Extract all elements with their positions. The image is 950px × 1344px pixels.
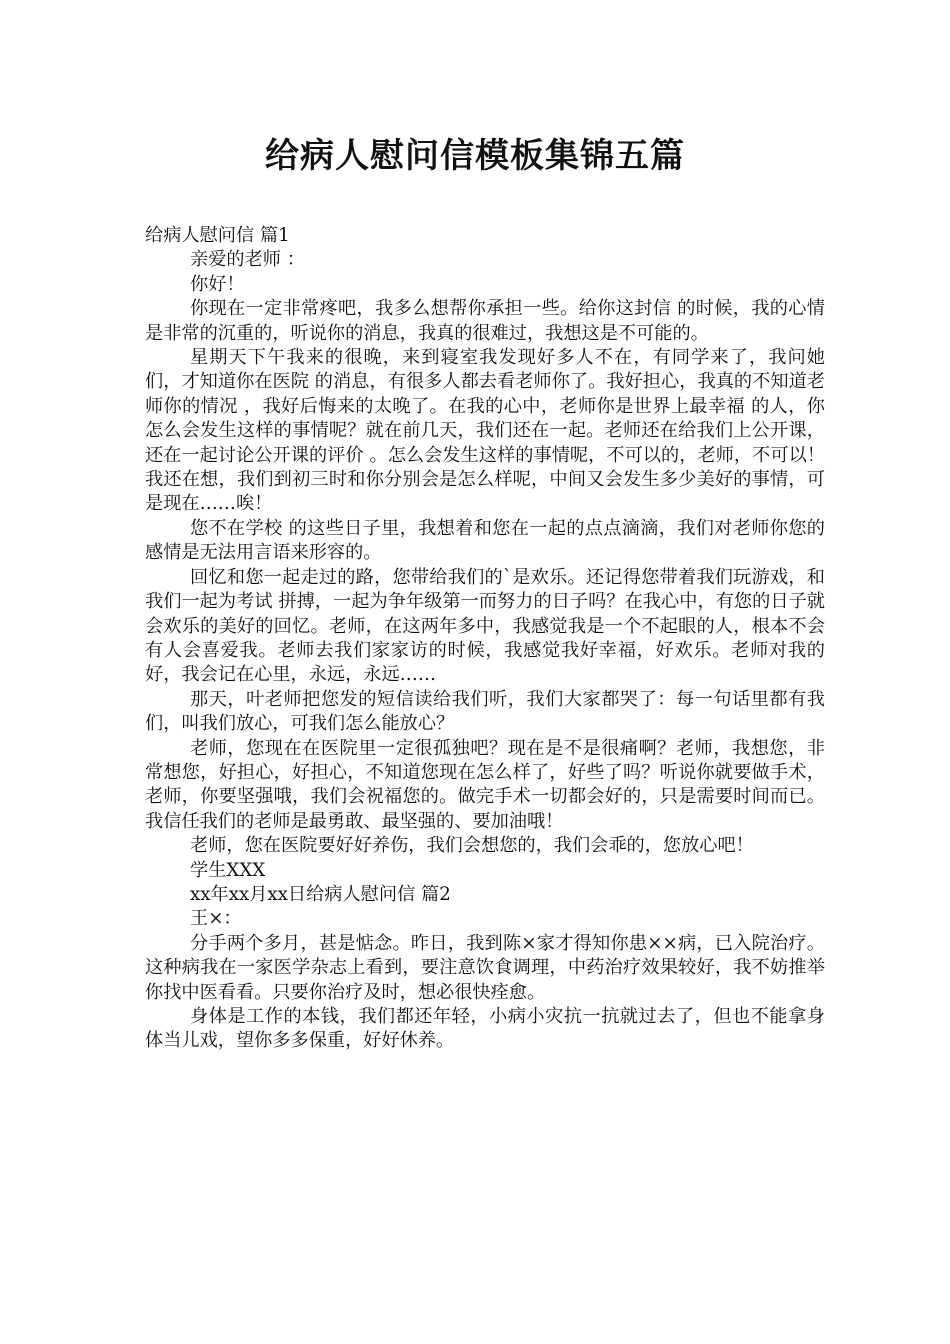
section1-heading: 给病人慰问信 篇1 (145, 225, 290, 246)
document-body (145, 224, 825, 1054)
date-and-section2-heading: xx年xx月xx日给病人慰问信 篇2 (190, 883, 451, 905)
paragraph: 身体是工作的本钱，我们都还年轻，小病小灾抗一抗就过去了，但也不能拿身体当儿戏，望你多多保重，好好休养。 (145, 1006, 825, 1052)
paragraph: 回忆和您一起走过的路，您带给我们的`是欢乐。还记得您带着我们玩游戏，和我们一起为考试 拼搏，一起为争年级第一而努力的日子吗？在我心中，有您的日子就会欢乐的美好的回忆。老师，在这两年多中，我感觉我是一个不起眼的人，根本不会有人会喜爱我。老师去我们家家访的时候，我感觉我好幸福，好欢乐。老师对我的好，我会记在心里，永远，永远…… (145, 566, 825, 686)
paragraph: 那天，叶老师把您发的短信读给我们听，我们大家都哭了：每一句话里都有我们，叫我们放心，可我们怎么能放心？ (145, 688, 825, 735)
greeting: 你好！ (190, 273, 245, 295)
signature: 学生XXX (190, 859, 266, 881)
salutation-2: 王×： (190, 908, 242, 930)
paragraph: 星期天下午我来的很晚，来到寝室我发现好多人不在，有同学来了，我问她们，才知道你在医院 的消息，有很多人都去看老师你了。我好担心，我真的不知道老师你的情况 ，我好后悔来的太晚了。在我的心中，老师你是世界上最幸福 的人，你怎么会发生这样的事情呢？就在前几天，我们还在一起。老师还在给我们上公开课，还在一起讨论公开课的评价 。怎么会发生这样的事情呢，不可以的，老师，不可以！我还在想，我们到初三时和你分别会是怎么样呢，中间又会发生多少美好的事情，可是现在……唉！ (145, 347, 825, 515)
salutation: 亲爱的老师 ： (190, 249, 305, 271)
paragraph: 您不在学校 的这些日子里，我想着和您在一起的点点滴滴，我们对老师你您的感情是无法用言语来形容的。 (145, 517, 825, 564)
document-title: 给病人慰问信模板集锦五篇 (265, 136, 685, 176)
paragraph: 分手两个多月，甚是惦念。昨日，我到陈×家才得知你患××病，已入院治疗。这种病我在一家医学杂志上看到，要注意饮食调理，中药治疗效果较好，我不妨推举你找中医看看。只要你治疗及时，想必很快痊愈。 (145, 932, 825, 1003)
paragraph: 老师，您现在在医院里一定很孤独吧？现在是不是很痛啊？老师，我想您，非常想您，好担心，好担心，不知道您现在怎么样了，好些了吗？听说你就要做手术，老师，你要坚强哦，我们会祝福您的。做完手术一切都会好的，只是需要时间而已。我信任我们的老师是最勇敢、最坚强的、要加油哦！ (145, 737, 825, 832)
paragraph: 老师，您在医院要好好养伤，我们会想您的，我们会乖的，您放心吧！ (190, 835, 754, 857)
paragraph: 你现在一定非常疼吧，我多么想帮你承担一些。给你这封信 的时候，我的心情是非常的沉重的，听说你的消息，我真的很难过，我想这是不可能的。 (145, 298, 825, 344)
